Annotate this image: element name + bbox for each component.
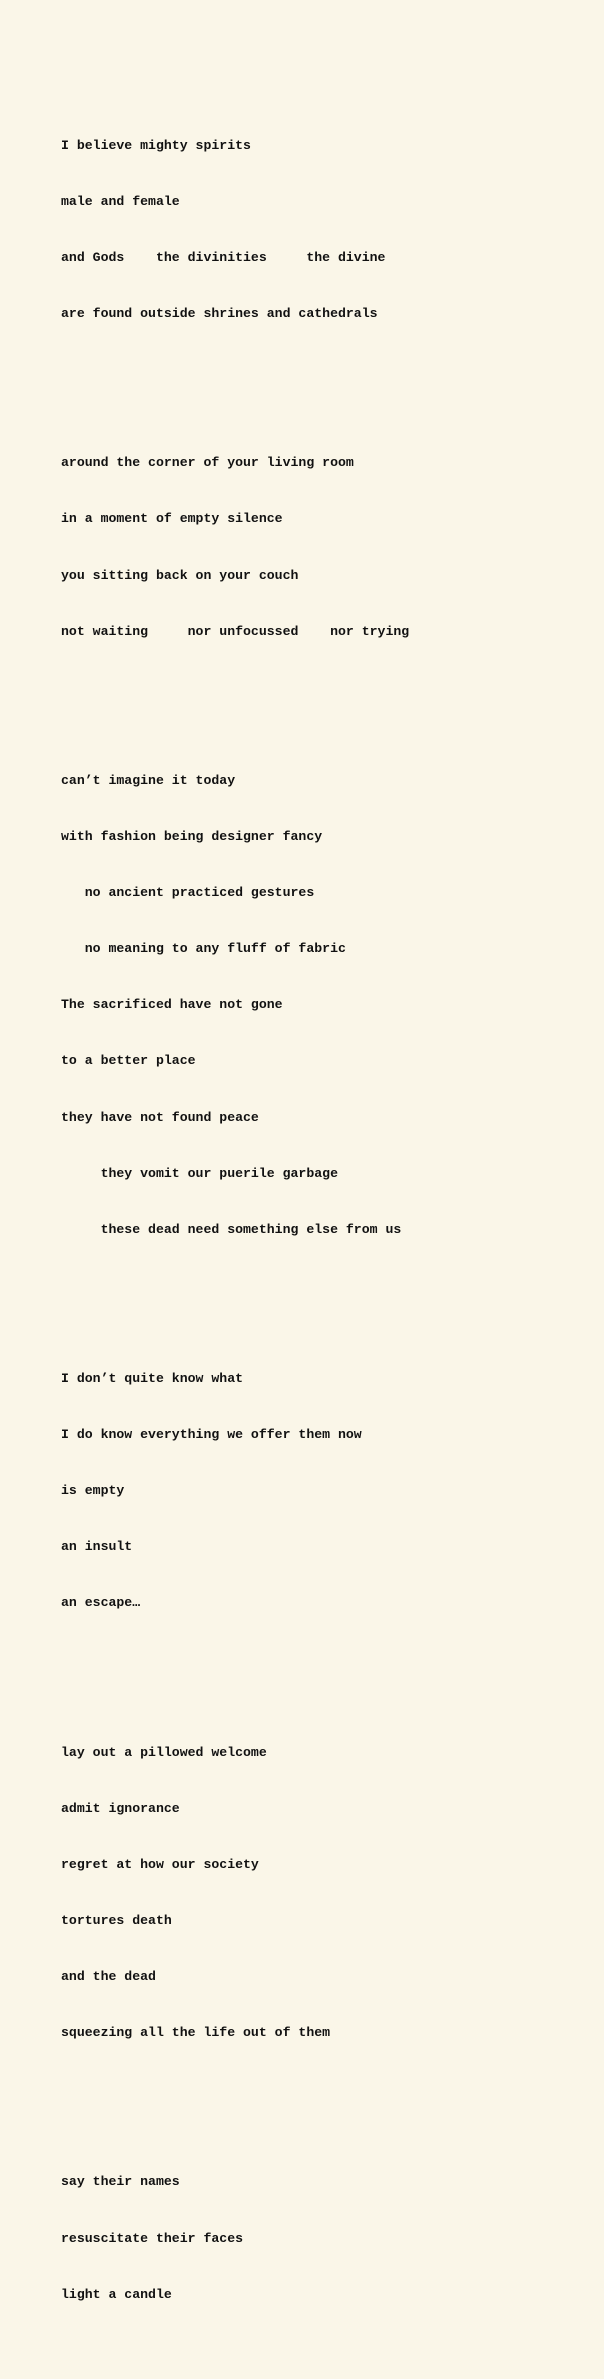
poem bbox=[61, 62, 581, 2379]
poem-line: I do know everything we offer them now bbox=[61, 1427, 362, 1443]
poem-line: not waiting nor unfocussed nor trying bbox=[61, 623, 410, 639]
poem-line: around the corner of your living room bbox=[61, 455, 354, 471]
stanza-4 bbox=[61, 1333, 581, 1651]
poem-line: male and female bbox=[61, 193, 180, 209]
poem-line: no meaning to any fluff of fabric bbox=[61, 941, 346, 957]
stanza-1 bbox=[61, 99, 581, 361]
poem-line: in a moment of empty silence bbox=[61, 511, 283, 527]
poem-line: The sacrificed have not gone bbox=[61, 997, 283, 1013]
stanza-2 bbox=[61, 417, 581, 679]
poem-line: to a better place bbox=[61, 1053, 196, 1069]
poem-line: are found outside shrines and cathedrals bbox=[61, 306, 378, 322]
poem-line: say their names bbox=[61, 2174, 180, 2190]
poem-line: with fashion being designer fancy bbox=[61, 829, 323, 845]
poem-line: and the dead bbox=[61, 1969, 156, 1985]
poem-line: lay out a pillowed welcome bbox=[61, 1744, 267, 1760]
poem-line: an escape… bbox=[61, 1595, 141, 1611]
poem-line: regret at how our society bbox=[61, 1856, 259, 1872]
stanza-6 bbox=[61, 2136, 581, 2342]
poem-line: these dead need something else from us bbox=[61, 1221, 402, 1237]
poem-line: I believe mighty spirits bbox=[61, 137, 251, 153]
poem-line: no ancient practiced gestures bbox=[61, 885, 315, 901]
stanza-3 bbox=[61, 735, 581, 1277]
poem-line: is empty bbox=[61, 1483, 125, 1499]
stanza-5 bbox=[61, 1706, 581, 2080]
poem-line: admit ignorance bbox=[61, 1800, 180, 1816]
poem-line: tortures death bbox=[61, 1912, 172, 1928]
poem-line: squeezing all the life out of them bbox=[61, 2025, 331, 2041]
poem-line: they have not found peace bbox=[61, 1109, 259, 1125]
poem-line: they vomit our puerile garbage bbox=[61, 1165, 338, 1181]
poem-line: an insult bbox=[61, 1539, 133, 1555]
poem-line: you sitting back on your couch bbox=[61, 567, 299, 583]
poem-line: and Gods the divinities the divine bbox=[61, 250, 386, 265]
poem-line: I don’t quite know what bbox=[61, 1371, 244, 1387]
poem-line: can’t imagine it today bbox=[61, 772, 236, 788]
poem-line: light a candle bbox=[61, 2286, 172, 2302]
poem-line: resuscitate their faces bbox=[61, 2230, 244, 2246]
